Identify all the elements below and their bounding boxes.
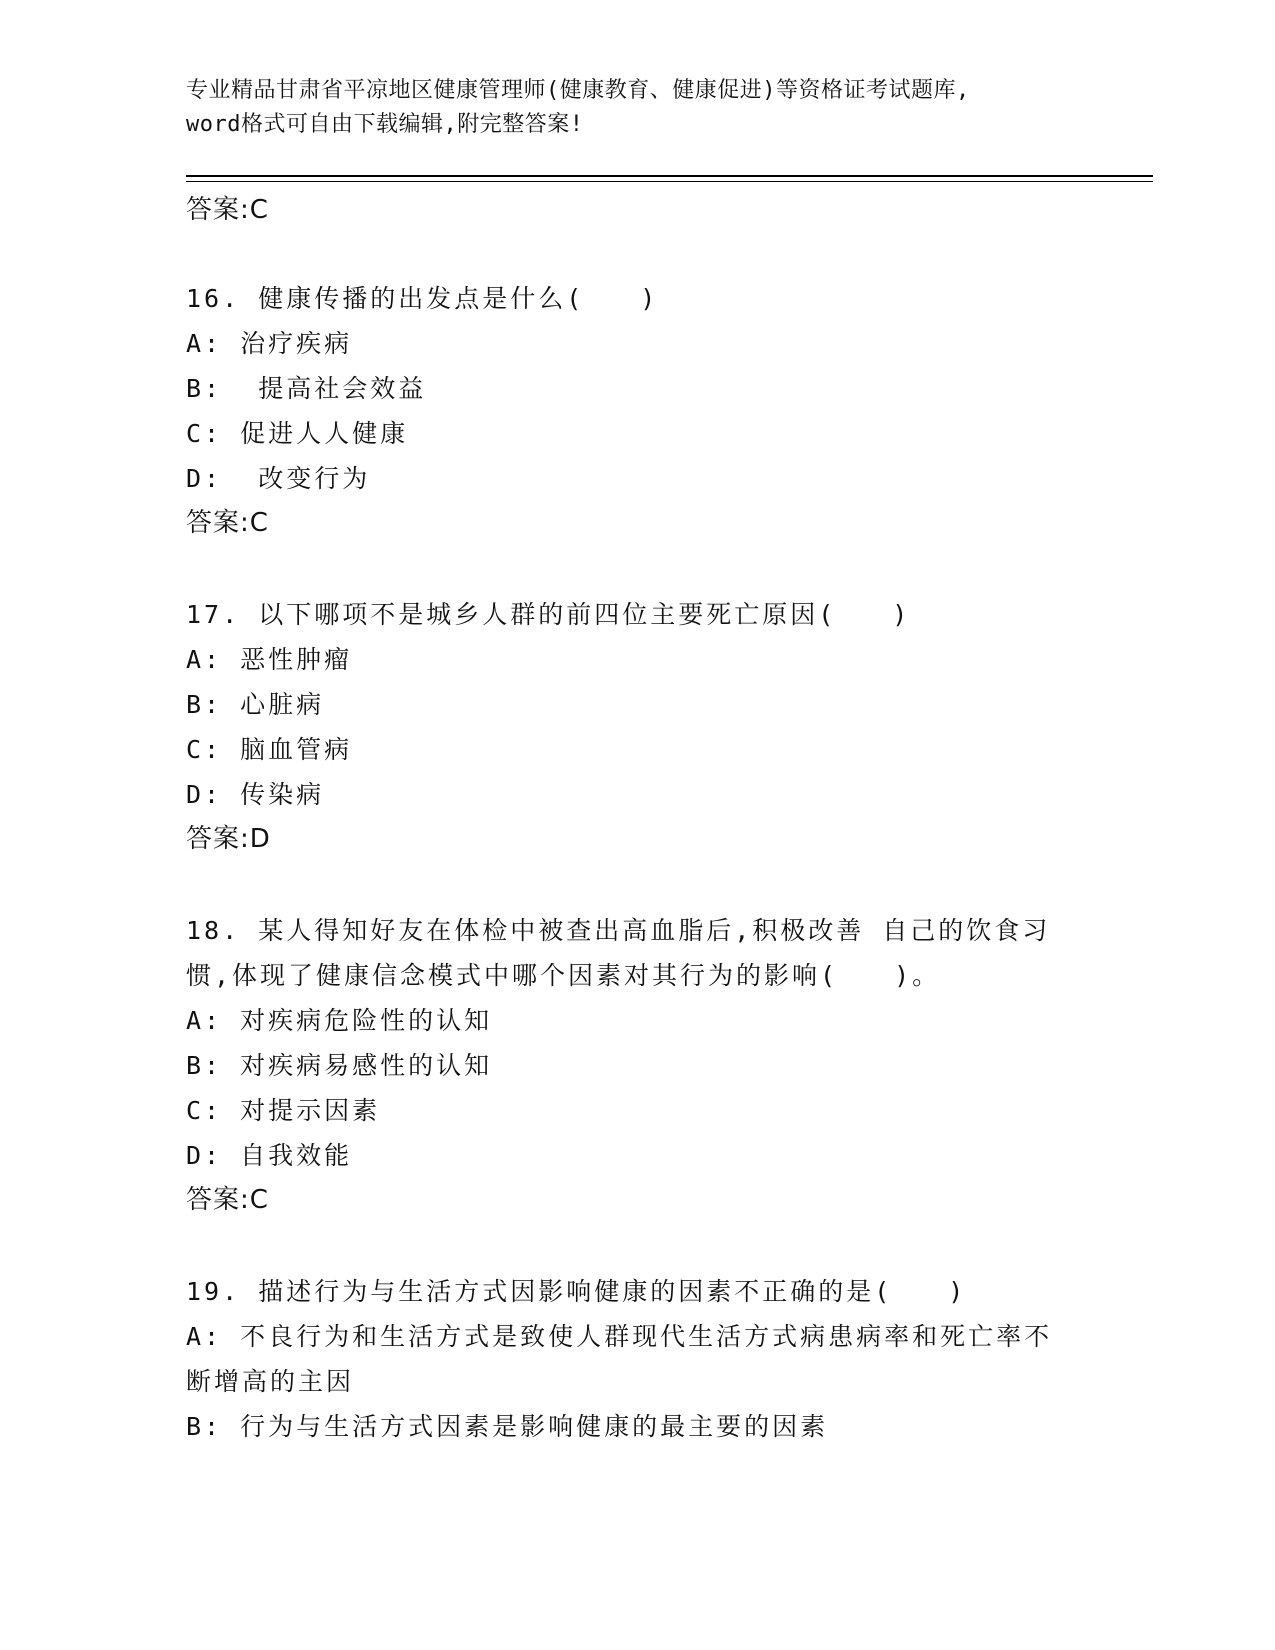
header-line-2: word格式可自由下载编辑,附完整答案! <box>186 112 584 137</box>
answer-line: 答案:C <box>186 508 269 538</box>
option-a-line-2: 断增高的主因 <box>186 1367 355 1396</box>
option-d: D: 改变行为 <box>186 464 371 493</box>
option-b: B: 对疾病易感性的认知 <box>186 1051 493 1080</box>
answer-line: 答案:C <box>186 1185 269 1215</box>
option-d: D: 自我效能 <box>186 1141 353 1170</box>
option-b: B: 心脏病 <box>186 690 325 719</box>
question-stem: 17. 以下哪项不是城乡人群的前四位主要死亡原因( ) <box>186 600 911 629</box>
option-d: D: 传染病 <box>186 780 325 809</box>
option-b: B: 提高社会效益 <box>186 374 427 403</box>
option-c: C: 对提示因素 <box>186 1096 381 1125</box>
header-divider-thin <box>186 181 1153 182</box>
option-c: C: 脑血管病 <box>186 735 353 764</box>
question-18 <box>186 908 1086 1223</box>
question-stem-line-1: 18. 某人得知好友在体检中被查出高血脂后,积极改善 自己的饮食习 <box>186 916 1051 945</box>
question-stem: 19. 描述行为与生活方式因影响健康的因素不正确的是( ) <box>186 1277 967 1306</box>
option-a: A: 治疗疾病 <box>186 329 353 358</box>
question-list <box>186 190 1086 1449</box>
option-a-line-1: A: 不良行为和生活方式是致使人群现代生活方式病患病率和死亡率不 <box>186 1322 1053 1351</box>
document-header <box>186 74 1086 142</box>
option-c: C: 促进人人健康 <box>186 419 409 448</box>
option-a: A: 对疾病危险性的认知 <box>186 1006 493 1035</box>
option-a: A: 恶性肿瘤 <box>186 645 353 674</box>
answer-line: 答案:C <box>186 195 269 225</box>
header-divider-thick <box>186 175 1153 177</box>
question-17 <box>186 592 1086 862</box>
question-16 <box>186 276 1086 546</box>
option-b: B: 行为与生活方式因素是影响健康的最主要的因素 <box>186 1412 829 1441</box>
question-stem: 16. 健康传播的出发点是什么( ) <box>186 284 659 313</box>
header-line-1: 专业精品甘肃省平凉地区健康管理师(健康教育、健康促进)等资格证考试题库, <box>186 78 970 103</box>
question-19 <box>186 1269 1086 1449</box>
question-stem-line-2: 惯,体现了健康信念模式中哪个因素对其行为的影响( )。 <box>186 961 941 990</box>
answer-line: 答案:D <box>186 824 271 854</box>
